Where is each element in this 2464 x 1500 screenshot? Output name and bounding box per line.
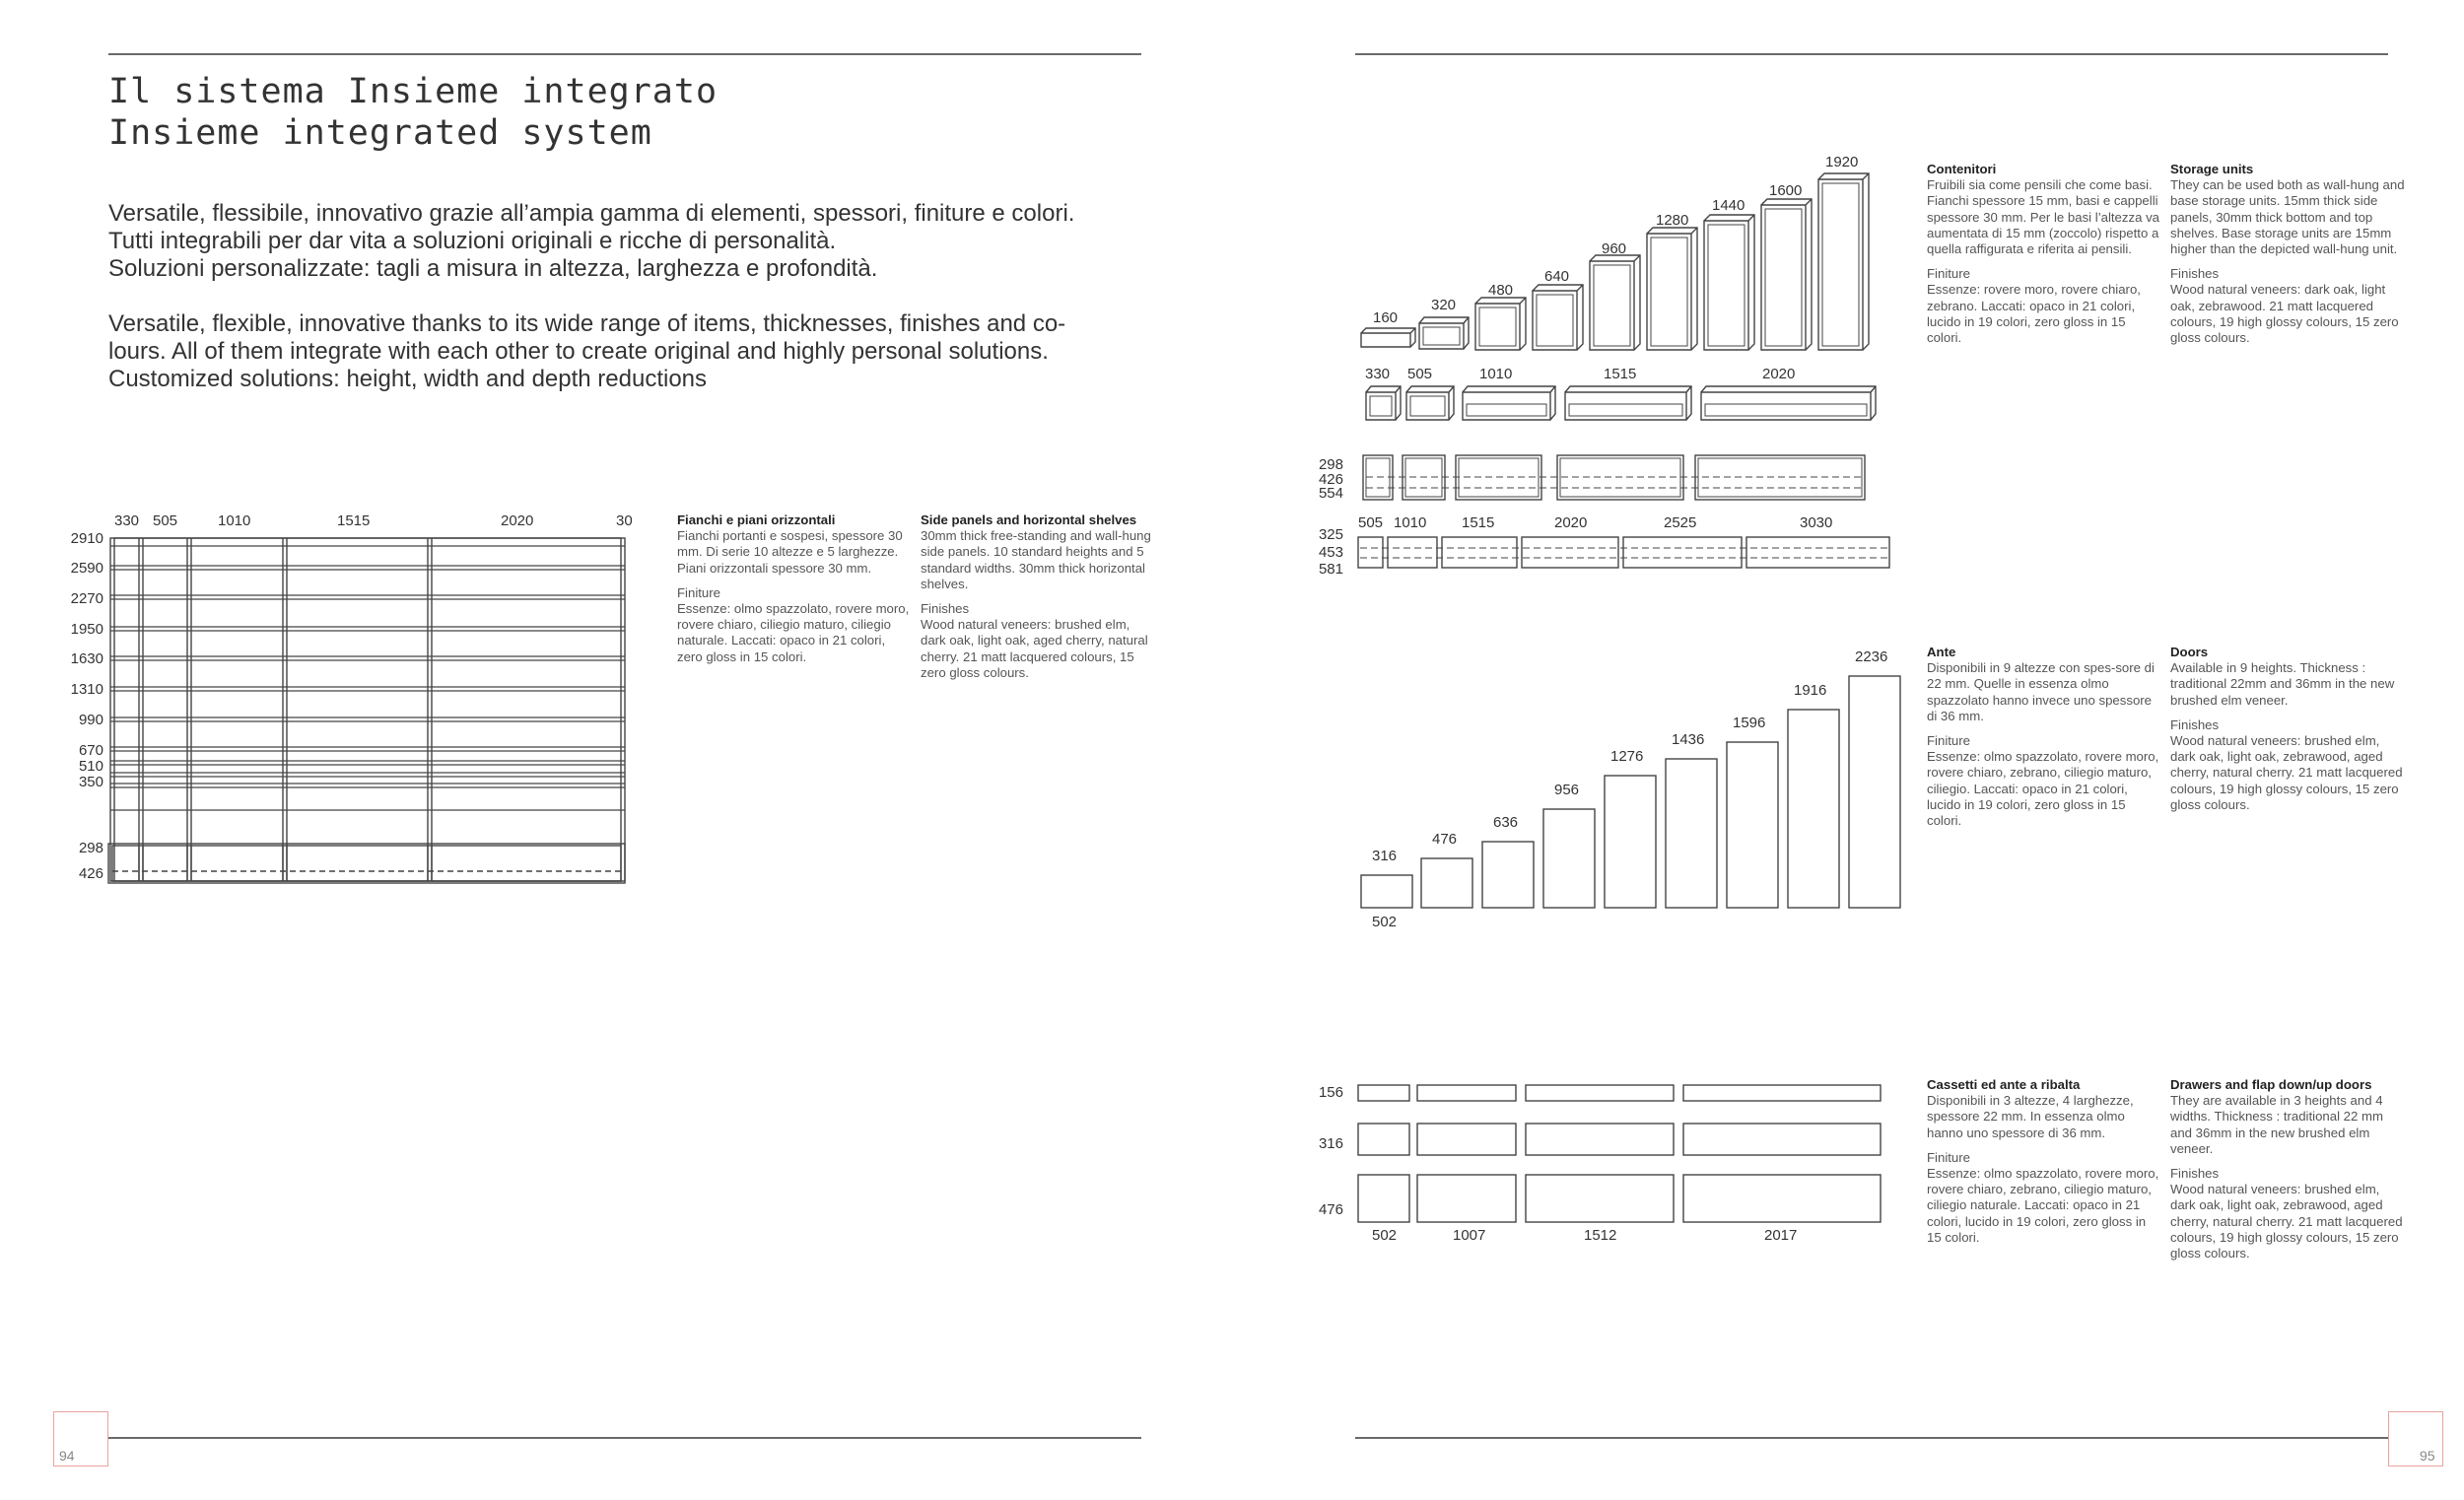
desc-finish: Essenze: olmo spazzolato, rovere moro, rovere chiaro, zebrano, ciliegio maturo, ciliegio. Laccati: opaco in 21 colori, lucido in 19 colori, zero gloss in 15 colori. (1927, 749, 2159, 829)
base-depth-label: 581 (1318, 561, 1343, 578)
drawers-drawing (1358, 1085, 1881, 1222)
desc-finish-title: Finishes (2170, 716, 2220, 732)
title-line-2: Insieme integrated system (108, 113, 652, 153)
doors-description-en (2170, 645, 2407, 822)
container-depths-drawing (1363, 455, 1865, 500)
desc-finish-title: Finishes (921, 601, 970, 617)
door-height-label: 1276 (1610, 748, 1644, 765)
panel-height-label: 510 (78, 758, 103, 775)
drawer-width-label: 2017 (1764, 1227, 1798, 1244)
container-depth-label: 298 (1318, 456, 1343, 473)
base-width-label: 3030 (1800, 514, 1833, 531)
desc-finish: Essenze: olmo spazzolato, rovere moro, rovere chiaro, ciliegio maturo, ciliegio naturale. Laccati: opaco in 21 colori, zero gloss in 15 colori. (677, 601, 910, 664)
desc-body: Disponibili in 3 altezze, 4 larghezze, spessore 22 mm. In essenza olmo hanno uno spessore di 36 mm. (1927, 1093, 2134, 1140)
container-height-label: 480 (1488, 282, 1514, 299)
door-height-label: 2236 (1855, 648, 1888, 665)
panel-width-label: 330 (114, 512, 140, 529)
panels-description-it (677, 512, 914, 674)
drawers-description-it (1927, 1077, 2163, 1255)
panel-width-label: 505 (153, 512, 178, 529)
desc-heading: Cassetti ed ante a ribalta (1927, 1077, 2081, 1092)
doors-drawing (1361, 676, 1900, 908)
desc-body: They can be used both as wall-hung and base storage units. 15mm thick side panels, 30mm thick bottom and top shelves. Base storage units are 15mm higher than the depicted wall-hung unit. (2170, 177, 2405, 257)
door-height-label: 316 (1372, 848, 1398, 864)
container-widths-drawing (1366, 386, 1876, 420)
panel-height-label: 990 (78, 712, 103, 728)
panel-height-label: 670 (78, 742, 103, 759)
desc-body: Disponibili in 9 altezze con spes-sore di 22 mm. Quelle in essenza olmo spazzolato hanno invece uno spessore di 36 mm. (1927, 660, 2155, 723)
container-height-label: 160 (1373, 309, 1399, 326)
door-height-label: 956 (1554, 782, 1580, 798)
panel-height-label: 1630 (70, 650, 103, 667)
page-number-right: 95 (2420, 1448, 2435, 1464)
door-height-label: 636 (1493, 814, 1519, 831)
container-height-label: 1920 (1825, 154, 1859, 170)
panel-grid-drawing (110, 538, 625, 881)
desc-body: 30mm thick free-standing and wall-hung side panels. 10 standard heights and 5 standard widths. 30mm thick horizontal shelves. (921, 528, 1151, 591)
desc-body: Fruibili sia come pensili che come basi. Fianchi spessore 15 mm, basi e cappelli spessore 30 mm. Per le basi l’altezza va aumentata di 15 mm (zoccolo) rispetto a quella raffigurata e riferita ai pensili. (1927, 177, 2160, 257)
container-height-label: 640 (1544, 268, 1570, 285)
container-width-label: 2020 (1762, 366, 1796, 382)
title-line-1: Il sistema Insieme integrato (108, 72, 719, 111)
panel-width-label: 1515 (337, 512, 371, 529)
panels-description-en (921, 512, 1157, 690)
intro-it-line: Versatile, flessibile, innovativo grazie all’ampia gamma di elementi, spessori, finiture e colori. (108, 200, 1075, 227)
base-width-label: 2020 (1554, 514, 1588, 531)
desc-heading: Storage units (2170, 162, 2254, 176)
intro-en-line: Versatile, flexible, innovative thanks to its wide range of items, thicknesses, finishes and co- (108, 310, 1066, 337)
drawer-width-label: 1007 (1453, 1227, 1486, 1244)
base-width-label: 1515 (1462, 514, 1495, 531)
container-width-label: 505 (1407, 366, 1433, 382)
doors-description-it (1927, 645, 2163, 838)
panel-width-label: 1010 (218, 512, 251, 529)
container-width-label: 1515 (1604, 366, 1637, 382)
desc-heading: Ante (1927, 645, 1956, 659)
desc-finish: Wood natural veneers: dark oak, light oak, zebrawood. 21 matt lacquered colours, 19 high glossy colours, 15 zero gloss colours. (2170, 282, 2399, 346)
desc-finish-title: Finiture (1927, 266, 1970, 282)
drawer-width-label: 502 (1372, 1227, 1398, 1244)
door-height-label: 476 (1432, 831, 1458, 848)
drawer-height-label: 156 (1318, 1084, 1343, 1101)
desc-heading: Fianchi e piani orizzontali (677, 512, 836, 527)
door-height-label: 1596 (1733, 715, 1766, 731)
desc-finish-title: Finishes (2170, 1166, 2220, 1182)
desc-finish: Essenze: rovere moro, rovere chiaro, zebrano. Laccati: opaco in 21 colori, lucido in 19 colori, zero gloss in 15 colori. (1927, 282, 2141, 346)
panel-height-label: 350 (78, 774, 103, 790)
base-depth-label: 325 (1318, 526, 1343, 543)
intro-it-line: Tutti integrabili per dar vita a soluzioni originali e ricche di personalità. (108, 228, 837, 254)
container-width-label: 1010 (1479, 366, 1513, 382)
door-height-label: 1436 (1672, 731, 1705, 748)
desc-finish-title: Finishes (2170, 266, 2220, 282)
drawers-description-en (2170, 1077, 2407, 1270)
intro-it-line: Soluzioni personalizzate: tagli a misura in altezza, larghezza e profondità. (108, 255, 878, 282)
base-width-label: 2525 (1664, 514, 1697, 531)
panel-depth-label: 426 (78, 865, 103, 882)
intro-en-line: lours. All of them integrate with each other to create original and highly personal solutions. (108, 338, 1049, 365)
panel-width-label: 30 (616, 512, 633, 529)
container-depth-label: 426 (1318, 471, 1343, 488)
drawer-width-label: 1512 (1584, 1227, 1617, 1244)
container-height-label: 320 (1431, 297, 1457, 313)
door-height-label: 1916 (1794, 682, 1827, 699)
desc-heading: Side panels and horizontal shelves (921, 512, 1137, 527)
base-depth-label: 453 (1318, 544, 1343, 561)
desc-finish: Wood natural veneers: brushed elm, dark oak, light oak, aged cherry, natural cherry. 21 matt lacquered colours, 15 zero gloss colours. (921, 617, 1148, 680)
container-height-label: 1600 (1769, 182, 1803, 199)
desc-heading: Contenitori (1927, 162, 1997, 176)
panel-height-label: 2910 (70, 530, 103, 547)
panel-height-label: 2270 (70, 590, 103, 607)
intro-en-line: Customized solutions: height, width and depth reductions (108, 366, 708, 392)
page-number-left: 94 (59, 1448, 75, 1464)
base-depths-drawing (1358, 537, 1889, 568)
panel-depth-drawing (108, 844, 625, 883)
drawer-height-label: 316 (1318, 1135, 1343, 1152)
desc-body: Fianchi portanti e sospesi, spessore 30 mm. Di serie 10 altezze e 5 larghezze. Piani orizzontali spessore 30 mm. (677, 528, 903, 576)
desc-finish-title: Finiture (1927, 733, 1970, 749)
container-height-label: 960 (1602, 240, 1627, 257)
desc-finish-title: Finiture (1927, 1149, 1970, 1165)
containers-description-it (1927, 162, 2163, 355)
desc-heading: Doors (2170, 645, 2209, 659)
container-depth-label: 554 (1318, 485, 1343, 502)
desc-finish: Wood natural veneers: brushed elm, dark oak, light oak, zebrawood, aged cherry, natural cherry. 21 matt lacquered colours, 19 high glossy colours, 15 zero gloss colours. (2170, 1182, 2403, 1261)
desc-finish: Wood natural veneers: brushed elm, dark oak, light oak, zebrawood, aged cherry, natural cherry. 21 matt lacquered colours, 19 high glossy colours, 15 zero gloss colours. (2170, 733, 2403, 812)
drawer-height-label: 476 (1318, 1201, 1343, 1218)
desc-body: Available in 9 heights. Thickness : traditional 22mm and 36mm in the new brushed elm veneer. (2170, 660, 2395, 708)
base-width-label: 1010 (1394, 514, 1427, 531)
container-width-label: 330 (1365, 366, 1391, 382)
desc-finish: Essenze: olmo spazzolato, rovere moro, rovere chiaro, zebrano, ciliegio maturo, ciliegio naturale. Laccati: opaco in 21 colori, lucido in 19 colori, zero gloss in 15 colori. (1927, 1166, 2159, 1245)
base-width-label: 505 (1358, 514, 1384, 531)
container-boxes-drawing (1361, 173, 1869, 350)
door-width-label: 502 (1372, 914, 1398, 930)
desc-finish-title: Finiture (677, 584, 720, 600)
container-height-label: 1440 (1712, 197, 1745, 214)
panel-width-label: 2020 (501, 512, 534, 529)
panel-depth-label: 298 (78, 840, 103, 856)
desc-heading: Drawers and flap down/up doors (2170, 1077, 2372, 1092)
desc-body: They are available in 3 heights and 4 widths. Thickness : traditional 22 mm and 36mm in the new brushed elm veneer. (2170, 1093, 2383, 1156)
panel-height-label: 1310 (70, 681, 103, 698)
containers-description-en (2170, 162, 2407, 355)
panel-height-label: 1950 (70, 621, 103, 638)
panel-height-label: 2590 (70, 560, 103, 577)
container-height-label: 1280 (1656, 212, 1689, 229)
